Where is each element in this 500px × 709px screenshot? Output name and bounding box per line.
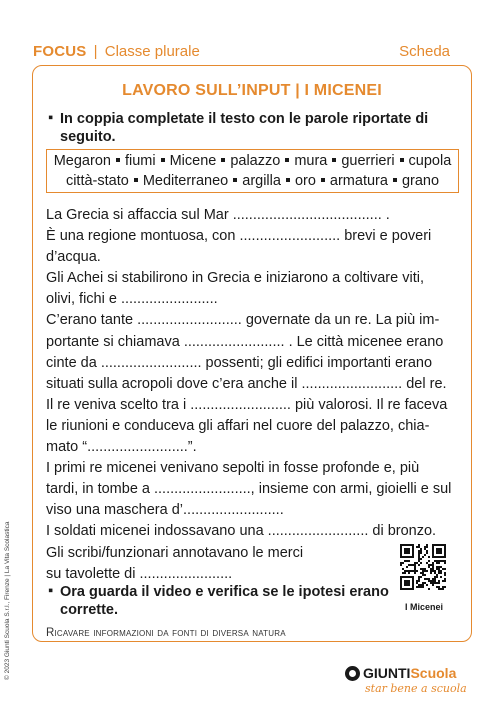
qr-label: I Micenei xyxy=(404,602,443,612)
word-bank-item: mura xyxy=(294,153,328,169)
instruction-2-text: Ora guarda il video e verifica se le ipotesi erano corrette. xyxy=(60,584,389,618)
text-line: Gli scribi/funzionari annotavano le merci xyxy=(46,544,304,561)
word-bank-item: città-stato xyxy=(65,173,129,189)
logo-name-1: GIUNTI xyxy=(363,665,411,681)
word-bank-item: oro xyxy=(294,173,316,189)
text-line: C’erano tante .......................... governate da un re. La più im- xyxy=(46,312,440,329)
separator-square xyxy=(332,158,336,162)
page-header xyxy=(33,43,450,63)
text-line: su tavolette di ....................... xyxy=(46,565,233,582)
word-bank-item: Mediterraneo xyxy=(142,173,229,189)
cloze-text xyxy=(46,205,464,585)
separator-square xyxy=(285,158,289,162)
sheet-label: Scheda xyxy=(399,43,450,60)
logo-tagline: star bene a scuola xyxy=(365,682,467,695)
publisher-logo xyxy=(345,665,465,701)
separator-square xyxy=(221,158,225,162)
text-line: La Grecia si affaccia sul Mar ..................................... . xyxy=(46,207,390,223)
word-bank-item: argilla xyxy=(242,173,281,189)
copyright-credit: © 2023 Giunti Scuola S.r.l., Firenze | La Vita Scolastica xyxy=(4,521,11,680)
focus-label: FOCUS xyxy=(33,43,87,60)
text-line: d’acqua. xyxy=(46,249,101,266)
separator-square xyxy=(134,178,138,182)
text-line: tardi, in tombe a ........................, insieme con armi, gioielli e sul xyxy=(46,481,452,498)
separator-square xyxy=(400,158,404,162)
separator-square xyxy=(286,178,290,182)
word-bank-item: cupola xyxy=(408,153,452,169)
worksheet-title: LAVORO SULL’INPUT | I MICENEI xyxy=(122,82,382,99)
bullet-icon: ▪ xyxy=(48,583,54,599)
text-line: situati sulla acropoli dove c’era anche il ......................... del re. xyxy=(46,375,447,392)
text-line: cinte da ......................... possenti; gli edifici importanti erano xyxy=(46,354,433,371)
text-line: portante si chiamava ......................... . Le città micenee erano xyxy=(46,333,444,350)
class-label: Classe plurale xyxy=(104,43,200,60)
text-line: viso una maschera d’......................... xyxy=(46,502,284,519)
word-bank xyxy=(46,149,459,193)
word-bank-item: fiumi xyxy=(124,153,156,169)
separator-square xyxy=(233,178,237,182)
text-line: È una regione montuosa, con ......................... brevi e poveri xyxy=(46,228,432,245)
text-line: mato “.........................”. xyxy=(46,439,197,456)
word-bank-item: armatura xyxy=(329,173,388,189)
text-line: le riunioni e conduceva gli affari nel cuore del palazzo, chia- xyxy=(46,417,430,434)
word-bank-item: palazzo xyxy=(230,153,281,169)
instruction-1 xyxy=(48,110,448,146)
word-bank-item: grano xyxy=(401,173,440,189)
separator-square xyxy=(321,178,325,182)
text-line: Gli Achei si stabilirono in Grecia e iniziarono a coltivare viti, xyxy=(46,270,424,287)
word-bank-item: Micene xyxy=(169,153,217,169)
separator-square xyxy=(393,178,397,182)
logo-name xyxy=(363,665,456,681)
word-bank-item: guerrieri xyxy=(341,153,395,169)
text-line: I soldati micenei indossavano una ......................... di bronzo. xyxy=(46,523,437,540)
text-line: olivi, fichi e ........................ xyxy=(46,291,218,308)
word-bank-item: Megaron xyxy=(53,153,111,169)
logo-name-2: Scuola xyxy=(410,665,457,681)
instruction-1-text: In coppia completate il testo con le parole riportate di seguito. xyxy=(60,111,429,145)
text-line: I primi re micenei venivano sepolti in fosse profonde e, più xyxy=(46,460,420,477)
logo-mark-icon xyxy=(345,666,360,681)
skill-note: Ricavare informazioni da fonti di diversa natura xyxy=(46,627,286,639)
separator-square xyxy=(161,158,165,162)
header-separator: | xyxy=(93,43,98,60)
text-line: Il re veniva scelto tra i ......................... più valorosi. Il re faceva xyxy=(46,396,448,413)
separator-square xyxy=(116,158,120,162)
instruction-2 xyxy=(48,583,448,619)
bullet-icon: ▪ xyxy=(48,110,54,126)
